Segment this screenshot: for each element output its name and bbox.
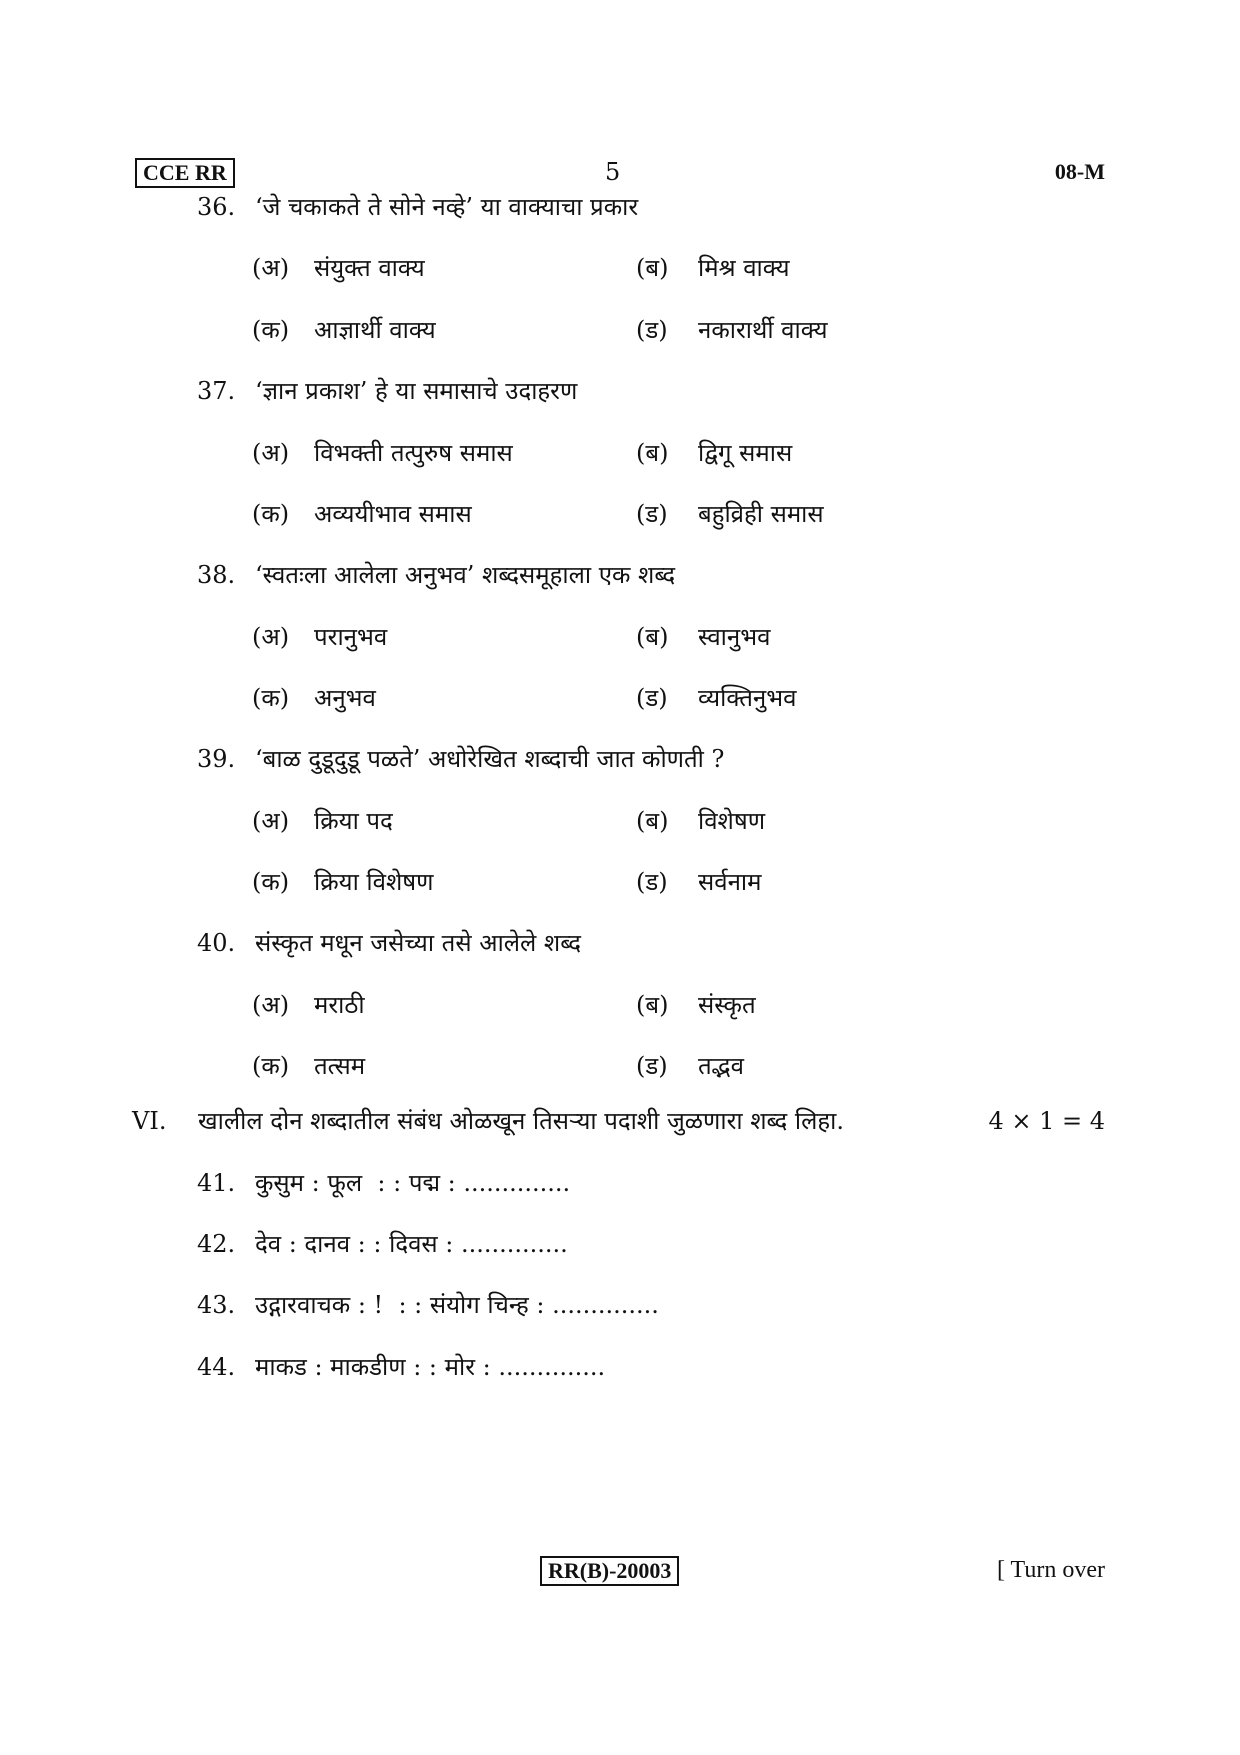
question-number: 37. bbox=[197, 377, 236, 405]
option-text: क्रिया विशेषण bbox=[314, 868, 434, 896]
question-text: ‘स्वतःला आलेला अनुभव’ शब्दसमूहाला एक शब्द bbox=[255, 561, 676, 589]
option-text: अनुभव bbox=[314, 684, 376, 712]
option-c bbox=[252, 499, 472, 529]
option-d bbox=[636, 499, 824, 529]
question-text-before: ‘बाळ bbox=[255, 745, 309, 773]
section-number: VI. bbox=[132, 1107, 167, 1135]
option-label: (अ) bbox=[252, 807, 290, 835]
option-c bbox=[252, 315, 436, 345]
question-39 bbox=[197, 744, 724, 774]
option-label: (अ) bbox=[252, 254, 290, 282]
option-c bbox=[252, 683, 376, 713]
option-text: सर्वनाम bbox=[698, 868, 762, 896]
question-number: 39. bbox=[197, 745, 236, 773]
option-b bbox=[636, 806, 765, 836]
analogy-item-42 bbox=[197, 1229, 568, 1259]
option-b bbox=[636, 438, 792, 468]
option-text: नकारार्थी वाक्य bbox=[698, 316, 828, 344]
page-header bbox=[135, 158, 1105, 194]
option-text: संस्कृत bbox=[698, 991, 756, 1019]
option-label: (क) bbox=[252, 1052, 290, 1080]
option-label: (ड) bbox=[636, 868, 668, 896]
option-c bbox=[252, 1051, 365, 1081]
option-label: (अ) bbox=[252, 439, 290, 467]
section-instruction-text: खालील दोन शब्दातील संबंध ओळखून तिसऱ्या पदाशी जुळणारा शब्द लिहा. bbox=[198, 1107, 844, 1135]
analogy-item-44 bbox=[197, 1352, 605, 1382]
option-label: (ड) bbox=[636, 316, 668, 344]
option-text: अव्ययीभाव समास bbox=[314, 500, 472, 528]
option-label: (अ) bbox=[252, 623, 290, 651]
analogy-text: माकड : माकडीण : : मोर : .............. bbox=[255, 1353, 606, 1381]
option-label: (ड) bbox=[636, 500, 668, 528]
option-d bbox=[636, 1051, 744, 1081]
option-text: विभक्ती तत्पुरुष समास bbox=[314, 439, 513, 467]
question-36 bbox=[197, 192, 638, 222]
option-label: (ब) bbox=[636, 807, 669, 835]
analogy-text: उद्गारवाचक : ! : : संयोग चिन्ह : .............. bbox=[255, 1291, 659, 1319]
option-label: (अ) bbox=[252, 991, 290, 1019]
option-label: (ड) bbox=[636, 684, 668, 712]
option-text: क्रिया पद bbox=[314, 807, 393, 835]
question-number: 38. bbox=[197, 561, 236, 589]
option-b bbox=[636, 990, 756, 1020]
section-marks: 4 × 1 = 4 bbox=[988, 1107, 1105, 1135]
option-a bbox=[252, 253, 425, 283]
option-label: (ब) bbox=[636, 991, 669, 1019]
option-text: तत्सम bbox=[314, 1052, 366, 1080]
option-a bbox=[252, 438, 513, 468]
option-label: (क) bbox=[252, 684, 290, 712]
option-d bbox=[636, 315, 828, 345]
option-label: (ब) bbox=[636, 623, 669, 651]
option-a bbox=[252, 806, 393, 836]
option-text: व्यक्तिनुभव bbox=[698, 684, 797, 712]
paper-code-box: CCE RR bbox=[135, 158, 235, 188]
turn-over-note: [ Turn over bbox=[996, 1557, 1105, 1583]
option-label: (ब) bbox=[636, 254, 669, 282]
question-text: ‘ज्ञान प्रकाश’ हे या समासाचे उदाहरण bbox=[255, 377, 578, 405]
question-text: ‘जे चकाकते ते सोने नव्हे’ या वाक्याचा प्रकार bbox=[255, 193, 639, 221]
option-c bbox=[252, 867, 434, 897]
question-number: 44. bbox=[197, 1353, 236, 1381]
question-number: 40. bbox=[197, 929, 236, 957]
analogy-text: देव : दानव : : दिवस : .............. bbox=[255, 1230, 568, 1258]
question-text: संस्कृत मधून जसेच्या तसे आलेले शब्द bbox=[255, 929, 581, 957]
booklet-code-box: RR(B)-20003 bbox=[540, 1556, 679, 1586]
underlined-word: दुडूदुडू bbox=[308, 745, 360, 773]
option-text: मिश्र वाक्य bbox=[698, 254, 790, 282]
question-number: 41. bbox=[197, 1169, 236, 1197]
option-text: बहुव्रिही समास bbox=[698, 500, 824, 528]
question-number: 43. bbox=[197, 1291, 236, 1319]
analogy-item-43 bbox=[197, 1290, 659, 1320]
page-number: 5 bbox=[605, 158, 621, 186]
option-label: (क) bbox=[252, 868, 290, 896]
option-label: (ब) bbox=[636, 439, 669, 467]
question-37 bbox=[197, 376, 577, 406]
analogy-text: कुसुम : फूल : : पद्म : .............. bbox=[255, 1169, 571, 1197]
question-number: 42. bbox=[197, 1230, 236, 1258]
option-label: (क) bbox=[252, 316, 290, 344]
option-b bbox=[636, 253, 790, 283]
option-text: परानुभव bbox=[314, 623, 388, 651]
option-b bbox=[636, 622, 770, 652]
option-text: द्विगू समास bbox=[698, 439, 793, 467]
option-text: विशेषण bbox=[698, 807, 766, 835]
option-d bbox=[636, 867, 761, 897]
question-40 bbox=[197, 928, 581, 958]
option-text: मराठी bbox=[314, 991, 365, 1019]
question-38 bbox=[197, 560, 675, 590]
option-text: आज्ञार्थी वाक्य bbox=[314, 316, 436, 344]
option-d bbox=[636, 683, 796, 713]
option-label: (ड) bbox=[636, 1052, 668, 1080]
analogy-item-41 bbox=[197, 1168, 570, 1198]
subject-code: 08-M bbox=[1054, 159, 1105, 184]
option-text: तद्भव bbox=[698, 1052, 744, 1080]
section-vi-instruction bbox=[132, 1106, 844, 1136]
question-text-after: पळते’ अधोरेखित शब्दाची जात कोणती ? bbox=[359, 745, 725, 773]
option-text: संयुक्त वाक्य bbox=[314, 254, 425, 282]
question-number: 36. bbox=[197, 193, 236, 221]
option-a bbox=[252, 622, 387, 652]
option-a bbox=[252, 990, 365, 1020]
option-label: (क) bbox=[252, 500, 290, 528]
option-text: स्वानुभव bbox=[698, 623, 771, 651]
